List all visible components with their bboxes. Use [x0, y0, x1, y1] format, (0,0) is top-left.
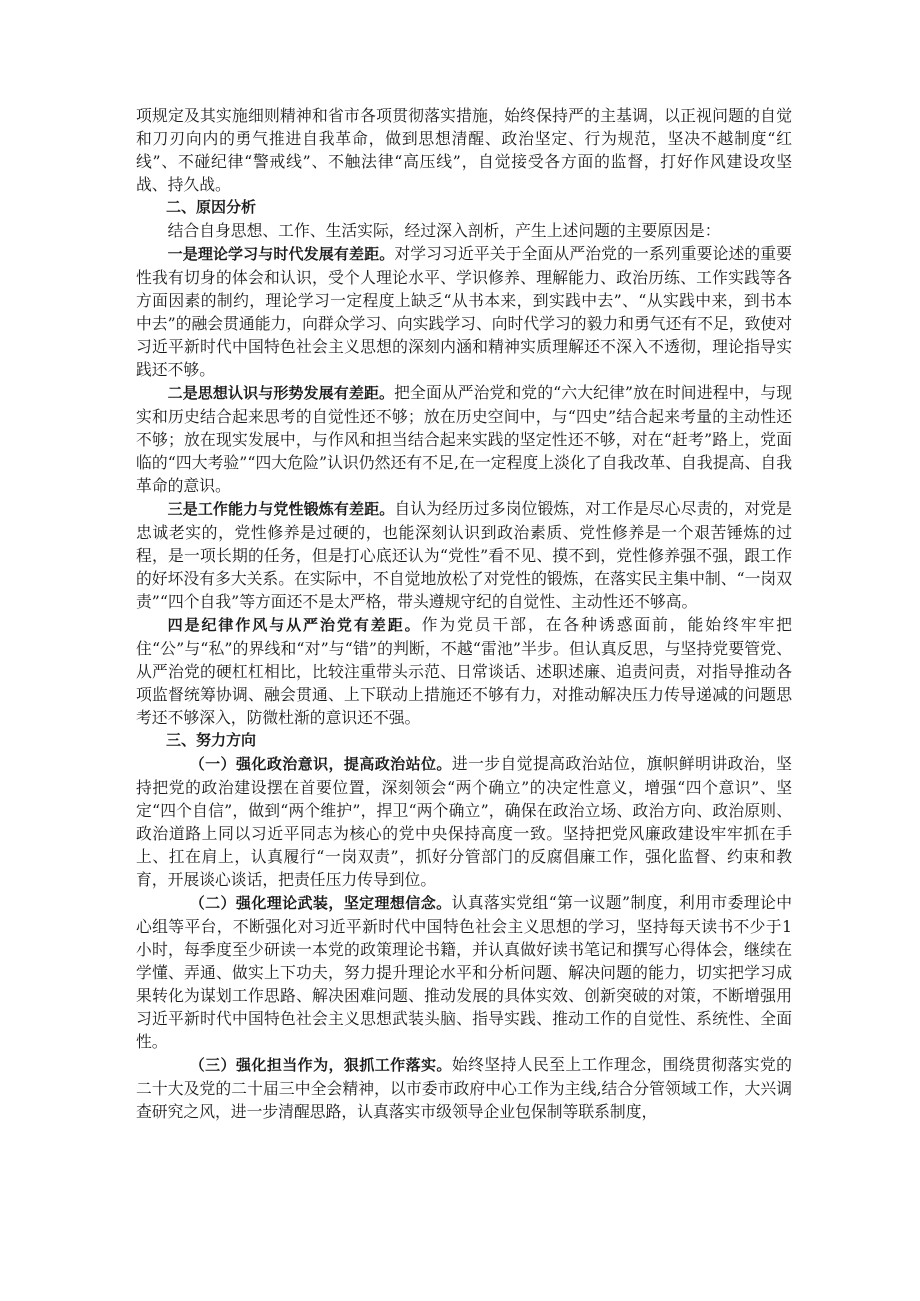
lead-cause-2: 二是思想认识与形势发展有差距。	[167, 384, 395, 402]
paragraph-intro: 结合自身思想、工作、生活实际，经过深入剖析，产生上述问题的主要原因是：	[167, 221, 721, 240]
body-cause-3: 自认为经历过多岗位锻炼，对工作是尽心尽责的，对党是忠诚老实的，党性修养是过硬的，也能深刻认识到政治素质、党性修养是一个艰苦锤炼的过程，是一项长期的任务，但是打心底还认为“党性”看不见、摸不到，党性修养强不强，跟工作的好坏没有多大关系。在实际中，不自觉地放松了对党性的锻炼，在落实民主集中制、“一岗双责”“四个自我”等方面还不是太严格，带头遵规守纪的自觉性、主动性还不够高。	[136, 499, 792, 611]
document-page	[136, 104, 792, 1123]
lead-direction-3: （三）强化担当作为，狠抓工作落实。	[189, 1056, 452, 1074]
section-heading-direction: 三、努力方向	[166, 731, 257, 749]
paragraph-direction-2	[136, 891, 792, 1053]
paragraph-cause-3	[136, 497, 792, 613]
paragraph-cause-4	[136, 613, 792, 729]
paragraph-continuation: 项规定及其实施细则精神和省市各项贯彻落实措施，始终保持严的主基调，以正视问题的自觉和刀刃向内的勇气推进自我革命，做到思想清醒、政治坚定、行为规范，坚决不越制度“红线”、不碰纪律“警戒线”、不触法律“高压线”，自觉接受各方面的监督，打好作风建设攻坚战、持久战。	[136, 106, 792, 194]
paragraph-cause-1	[136, 242, 792, 381]
section-heading-cause-analysis: 二、原因分析	[166, 198, 257, 216]
body-cause-1: 对学习习近平关于全面从严治党的一系列重要论述的重要性我有切身的体会和认识，受个人理论水平、学识修养、理解能力、政治历练、工作实践等各方面因素的制约，理论学习一定程度上缺乏“从书本来，到实践中去”、“从实践中来，到书本中去”的融会贯通能力，向群众学习、向实践学习、向时代学习的毅力和勇气还有不足，致使对习近平新时代中国特色社会主义思想的深刻内涵和精神实质理解还不深入不透彻，理论指导实践还不够。	[136, 244, 792, 379]
body-cause-2: 把全面从严治党和党的“六大纪律”放在时间进程中，与现实和历史结合起来思考的自觉性还不够；放在历史空间中，与“四史”结合起来考量的主动性还不够；放在现实发展中，与作风和担当结合起来实践的坚定性还不够，对在“赶考”路上，党面临的“四大考验”“四大危险”认识仍然还有不足,在一定程度上淡化了自我改革、自我提高、自我革命的意识。	[136, 383, 792, 495]
lead-cause-1: 一是理论学习与时代发展有差距。	[167, 245, 395, 263]
lead-cause-4: 四是纪律作风与从严治党有差距。	[167, 616, 422, 634]
body-cause-4: 作为党员干部，在各种诱惑面前，能始终牢牢把住“公”与“私”的界线和“对”与“错”的判断，不越“雷池”半步。但认真反思，与坚持党要管党、从严治党的硬杠杠相比，比较注重带头示范、日常谈话、述职述廉、追责问责，对指导推动各项监督统筹协调、融会贯通、上下联动上措施还不够有力，对推动解决压力传导递减的问题思考还不够深入，防微杜渐的意识还不强。	[136, 615, 792, 727]
body-direction-1: 进一步自觉提高政治站位，旗帜鲜明讲政治，坚持把党的政治建设摆在首要位置，深刻领会“两个确立”的决定性意义，增强“四个意识”、坚定“四个自信”，做到“两个维护”，捍卫“两个确立”，确保在政治立场、政治方向、政治原则、政治道路上同以习近平同志为核心的党中央保持高度一致。坚持把党风廉政建设牢牢抓在手上、扛在肩上，认真履行“一岗双责”，抓好分管部门的反腐倡廉工作，强化监督、约束和教育，开展谈心谈话，把责任压力传导到位。	[136, 754, 792, 889]
paragraph-direction-1	[136, 752, 792, 891]
body-direction-2: 认真落实党组“第一议题”制度，利用市委理论中心组等平台，不断强化对习近平新时代中国特色社会主义思想的学习，坚持每天读书不少于1小时，每季度至少研读一本党的政策理论书籍，并认真做好读书笔记和撰写心得体会，继续在学懂、弄通、做实上下功夫，努力提升理论水平和分析问题、解决问题的能力，切实把学习成果转化为谋划工作思路、解决困难问题、推动发展的具体实效、创新突破的对策，不断增强用习近平新时代中国特色社会主义思想武装头脑、指导实践、推动工作的自觉性、系统性、全面性。	[136, 893, 792, 1051]
paragraph-direction-3	[136, 1053, 792, 1123]
lead-direction-2: （二）强化理论武装，坚定理想信念。	[189, 894, 452, 912]
lead-cause-3: 三是工作能力与党性锻炼有差距。	[167, 500, 395, 518]
lead-direction-1: （一）强化政治意识，提高政治站位。	[189, 755, 452, 773]
body-direction-3: 始终坚持人民至上工作理念，围绕贯彻落实党的二十大及党的二十届三中全会精神，以市委市政府中心工作为主线,结合分管领域工作，大兴调查研究之风，进一步清醒思路，认真落实市级领导企业包保制等联系制度，	[136, 1055, 792, 1121]
paragraph-cause-2	[136, 381, 792, 497]
